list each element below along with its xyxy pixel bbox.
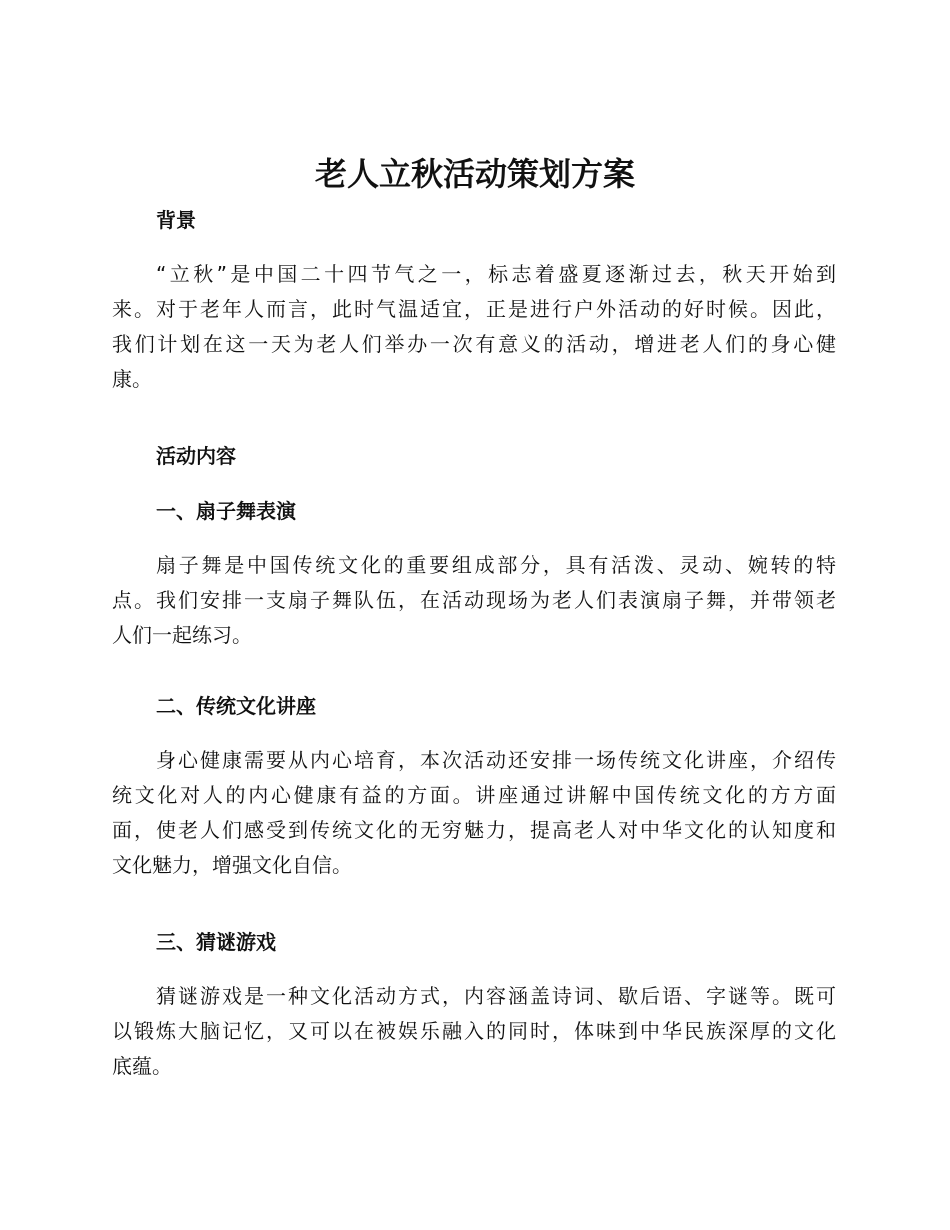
section-heading-culture-lecture: 二、传统文化讲座 [156,694,316,718]
paragraph-line: 扇子舞是中国传统文化的重要组成部分，具有活泼、灵动、婉转的特 [156,553,836,577]
paragraph-line: 康。 [112,367,152,391]
paragraph-line: 以锻炼大脑记忆，又可以在被娱乐融入的同时，体味到中华民族深厚的文化 [112,1019,836,1043]
paragraph-line: “立秋”是中国二十四节气之一，标志着盛夏逐渐过去，秋天开始到 [156,262,836,286]
section-heading-riddle-game: 三、猜谜游戏 [156,930,276,954]
culture-lecture-paragraph [112,743,836,883]
document-title: 老人立秋活动策划方案 [314,155,635,193]
riddle-game-paragraph [112,979,836,1084]
paragraph-line: 猜谜游戏是一种文化活动方式，内容涵盖诗词、歇后语、字谜等。既可 [156,984,836,1008]
paragraph-line: 点。我们安排一支扇子舞队伍，在活动现场为老人们表演扇子舞，并带领老 [112,588,836,612]
paragraph-line: 身心健康需要从内心培育，本次活动还安排一场传统文化讲座，介绍传 [156,748,836,772]
paragraph-line: 我们计划在这一天为老人们举办一次有意义的活动，增进老人们的身心健 [112,332,836,356]
paragraph-line: 人们一起练习。 [112,623,252,647]
background-heading: 背景 [156,208,196,232]
paragraph-line: 文化魅力，增强文化自信。 [112,853,352,877]
paragraph-line: 统文化对人的内心健康有益的方面。讲座通过讲解中国传统文化的方方面 [112,783,836,807]
paragraph-line: 底蕴。 [112,1054,172,1078]
section-heading-fan-dance: 一、扇子舞表演 [156,499,296,523]
fan-dance-paragraph [112,548,836,653]
background-paragraph [112,257,836,397]
paragraph-line: 来。对于老年人而言，此时气温适宜，正是进行户外活动的好时候。因此， [112,297,836,321]
activities-heading: 活动内容 [156,444,236,468]
paragraph-line: 面，使老人们感受到传统文化的无穷魅力，提高老人对中华文化的认知度和 [112,818,836,842]
